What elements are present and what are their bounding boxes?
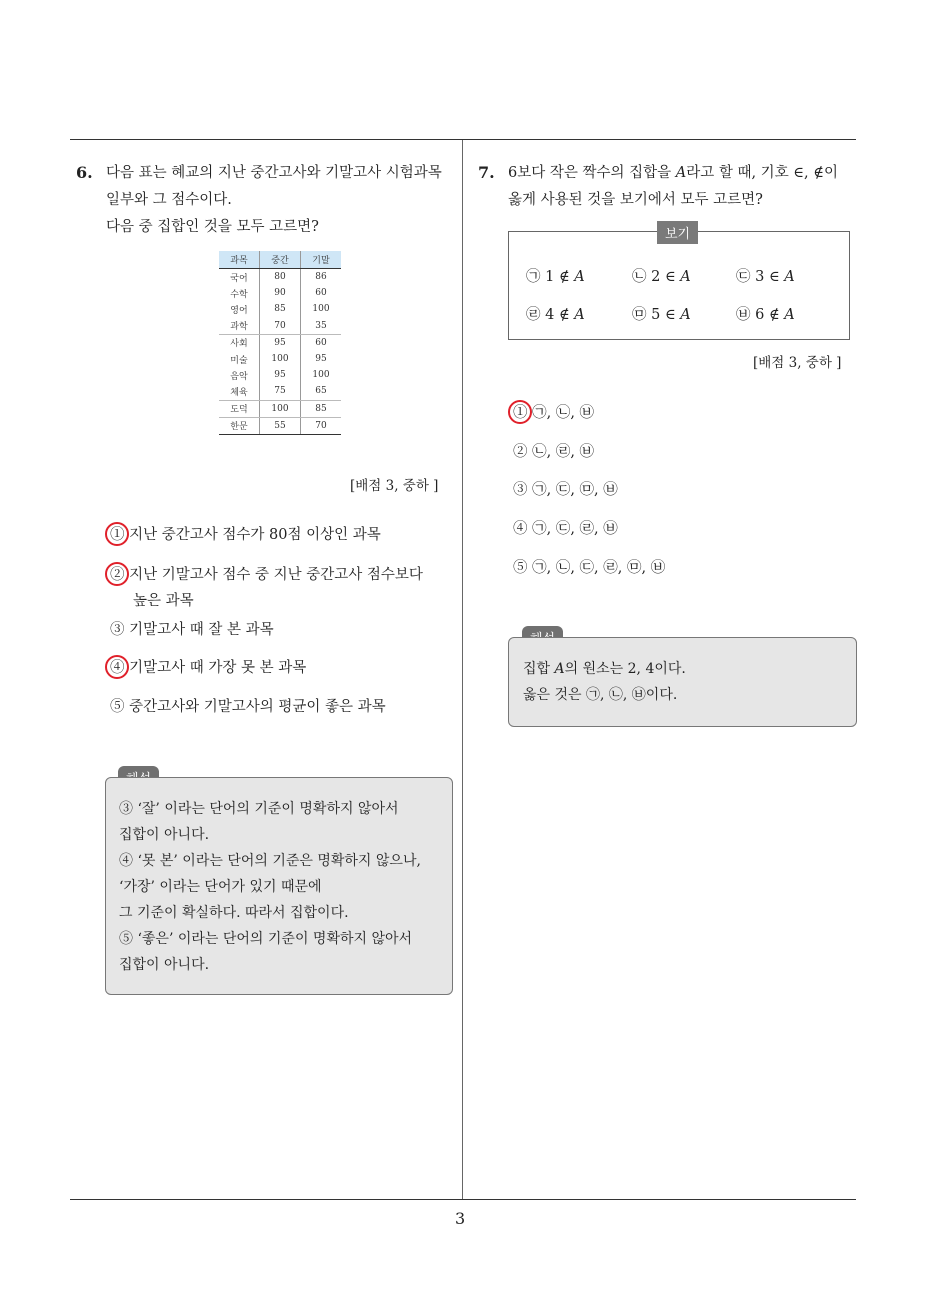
column-divider bbox=[462, 140, 463, 1200]
question-text-part: 6보다 작은 짝수의 집합을 bbox=[508, 165, 672, 181]
table-cell: 음악 bbox=[219, 367, 260, 383]
option-number: ④ bbox=[110, 660, 125, 676]
solution-line bbox=[523, 656, 686, 682]
set-variable: A bbox=[784, 307, 795, 323]
question-text-line1 bbox=[508, 160, 838, 186]
option-text: ㉡, ㉣, ㉥ bbox=[532, 444, 595, 460]
option-2[interactable] bbox=[110, 563, 423, 584]
set-variable: A bbox=[574, 307, 585, 323]
bogi-expr: 3 ∈ bbox=[755, 269, 785, 285]
solution-line: 집합이 아니다. bbox=[119, 827, 210, 843]
table-cell: 체육 bbox=[219, 383, 260, 400]
table-row bbox=[219, 351, 341, 367]
bogi-mark: ㉠ bbox=[526, 269, 541, 285]
solution-line: 집합이 아니다. bbox=[119, 957, 210, 973]
table-row bbox=[219, 318, 341, 335]
table-row bbox=[219, 417, 341, 434]
option-2[interactable] bbox=[513, 440, 594, 461]
table-cell: 95 bbox=[260, 334, 301, 351]
option-number: ② bbox=[513, 444, 528, 460]
answer-mark-circle bbox=[508, 400, 532, 424]
bogi-item bbox=[526, 265, 585, 286]
bogi-tab: 보기 bbox=[657, 221, 698, 244]
option-2-continued: 높은 과목 bbox=[133, 593, 194, 609]
table-cell: 90 bbox=[260, 285, 301, 301]
question-text-part: 라고 할 때, 기호 ∈, ∉이 bbox=[686, 165, 838, 181]
option-number: ④ bbox=[513, 521, 528, 537]
bogi-expr: 5 ∈ bbox=[651, 307, 681, 323]
set-variable: A bbox=[574, 269, 585, 285]
option-number: ⑤ bbox=[513, 560, 528, 576]
table-cell: 80 bbox=[260, 269, 301, 286]
solution-line: ‘가장’ 이라는 단어가 있기 때문에 bbox=[119, 879, 322, 895]
solution-line: ③ ‘잘’ 이라는 단어의 기준이 명확하지 않아서 bbox=[119, 801, 399, 817]
table-cell: 60 bbox=[315, 337, 327, 348]
table-cell: 70 bbox=[301, 417, 342, 434]
table-cell: 미술 bbox=[219, 351, 260, 367]
table-cell: 한문 bbox=[219, 417, 260, 434]
option-text: 기말고사 때 잘 본 과목 bbox=[129, 622, 274, 638]
set-variable: A bbox=[554, 661, 565, 677]
answer-mark-circle bbox=[105, 562, 129, 586]
table-cell: 국어 bbox=[219, 269, 260, 286]
question-text-line1: 다음 표는 혜교의 지난 중간고사와 기말고사 시험과목 bbox=[106, 165, 442, 181]
bogi-expr: 6 ∉ bbox=[755, 307, 785, 323]
solution-box bbox=[508, 637, 857, 727]
option-text: 지난 기말고사 점수 중 지난 중간고사 점수보다 bbox=[129, 567, 423, 583]
table-cell: 35 bbox=[301, 318, 342, 335]
bogi-mark: ㉤ bbox=[632, 307, 647, 323]
bogi-expr: 4 ∉ bbox=[545, 307, 575, 323]
option-5[interactable] bbox=[110, 695, 386, 716]
option-4[interactable] bbox=[110, 656, 306, 677]
table-cell: 영어 bbox=[219, 301, 260, 317]
bogi-item bbox=[526, 303, 585, 324]
answer-mark-circle bbox=[105, 522, 129, 546]
table-cell: 85 bbox=[260, 301, 301, 317]
set-variable: A bbox=[675, 165, 687, 181]
solution-box bbox=[105, 777, 453, 995]
set-variable: A bbox=[784, 269, 795, 285]
solution-line: 그 기준이 확실하다. 따라서 집합이다. bbox=[119, 905, 349, 921]
option-text: 기말고사 때 가장 못 본 과목 bbox=[129, 660, 307, 676]
option-number: ② bbox=[110, 567, 125, 583]
table-cell: 과학 bbox=[219, 318, 260, 335]
table-cell: 86 bbox=[315, 272, 327, 283]
table-row bbox=[219, 367, 341, 383]
table-cell: 수학 bbox=[219, 285, 260, 301]
option-text: ㉠, ㉡, ㉢, ㉣, ㉤, ㉥ bbox=[532, 560, 666, 576]
option-4[interactable] bbox=[513, 517, 618, 538]
table-cell: 사회 bbox=[219, 334, 260, 351]
bogi-mark: ㉡ bbox=[632, 269, 647, 285]
bogi-item bbox=[632, 265, 691, 286]
top-rule bbox=[70, 139, 856, 140]
option-text: ㉠, ㉢, ㉣, ㉥ bbox=[532, 521, 618, 537]
table-row bbox=[219, 269, 341, 286]
bogi-expr: 2 ∈ bbox=[651, 269, 681, 285]
table-row bbox=[219, 301, 341, 317]
table-header: 기말 bbox=[301, 251, 342, 269]
answer-mark-circle bbox=[105, 655, 129, 679]
bogi-item bbox=[632, 303, 691, 324]
option-number: ③ bbox=[110, 622, 125, 638]
option-text: ㉠, ㉡, ㉥ bbox=[532, 405, 595, 421]
question-text-line2: 옳게 사용된 것을 보기에서 모두 고르면? bbox=[508, 192, 763, 208]
option-5[interactable] bbox=[513, 556, 665, 577]
page-number: 3 bbox=[455, 1209, 466, 1228]
bogi-mark: ㉢ bbox=[736, 269, 751, 285]
bogi-item bbox=[736, 303, 795, 324]
table-row bbox=[219, 334, 341, 351]
option-3[interactable] bbox=[110, 618, 274, 639]
set-variable: A bbox=[680, 269, 691, 285]
table-cell: 95 bbox=[315, 354, 327, 365]
option-text: 지난 중간고사 점수가 80점 이상인 과목 bbox=[129, 527, 381, 543]
score-table bbox=[219, 251, 341, 435]
table-cell: 65 bbox=[301, 383, 342, 400]
solution-line: ⑤ ‘좋은’ 이라는 단어의 기준이 명확하지 않아서 bbox=[119, 931, 413, 947]
bogi-mark: ㉣ bbox=[526, 307, 541, 323]
table-cell: 70 bbox=[260, 318, 301, 335]
score-info: [배점 3, 중하 ] bbox=[350, 478, 439, 494]
table-header: 과목 bbox=[219, 251, 260, 269]
option-3[interactable] bbox=[513, 478, 618, 499]
solution-text-part: 의 원소는 2, 4이다. bbox=[564, 661, 686, 677]
bottom-rule bbox=[70, 1199, 856, 1200]
solution-text bbox=[523, 656, 686, 708]
option-1[interactable] bbox=[110, 523, 381, 544]
table-cell: 100 bbox=[260, 351, 301, 367]
table-cell: 95 bbox=[260, 367, 301, 383]
set-variable: A bbox=[680, 307, 691, 323]
table-cell: 100 bbox=[312, 304, 330, 315]
question-number: 7. bbox=[478, 163, 495, 182]
table-cell: 55 bbox=[260, 417, 301, 434]
bogi-mark: ㉥ bbox=[736, 307, 751, 323]
table-row bbox=[219, 383, 341, 400]
option-text: ㉠, ㉢, ㉤, ㉥ bbox=[532, 482, 618, 498]
table-cell: 100 bbox=[312, 370, 330, 381]
option-text: 중간고사와 기말고사의 평균이 좋은 과목 bbox=[129, 699, 386, 715]
table-cell: 75 bbox=[260, 383, 301, 400]
question-number: 6. bbox=[76, 163, 93, 182]
solution-line: ④ ‘못 본’ 이라는 단어의 기준은 명확하지 않으나, bbox=[119, 853, 421, 869]
question-text-line3: 다음 중 집합인 것을 모두 고르면? bbox=[106, 219, 319, 235]
bogi-expr: 1 ∉ bbox=[545, 269, 575, 285]
solution-text bbox=[119, 796, 421, 978]
table-row bbox=[219, 400, 341, 417]
option-number: ① bbox=[110, 527, 125, 543]
table-cell: 85 bbox=[301, 400, 342, 417]
table-cell: 60 bbox=[315, 288, 327, 299]
score-info: [배점 3, 중하 ] bbox=[753, 355, 842, 371]
solution-text-part: 집합 bbox=[523, 661, 551, 677]
table-header: 중간 bbox=[260, 251, 301, 269]
table-cell: 도덕 bbox=[219, 400, 260, 417]
table-row bbox=[219, 285, 341, 301]
question-text-line2: 일부와 그 점수이다. bbox=[106, 192, 232, 208]
option-number: ① bbox=[513, 405, 528, 421]
table-cell: 100 bbox=[260, 400, 301, 417]
option-number: ⑤ bbox=[110, 699, 125, 715]
option-number: ③ bbox=[513, 482, 528, 498]
bogi-item bbox=[736, 265, 795, 286]
solution-line: 옳은 것은 ㉠, ㉡, ㉥이다. bbox=[523, 687, 678, 703]
